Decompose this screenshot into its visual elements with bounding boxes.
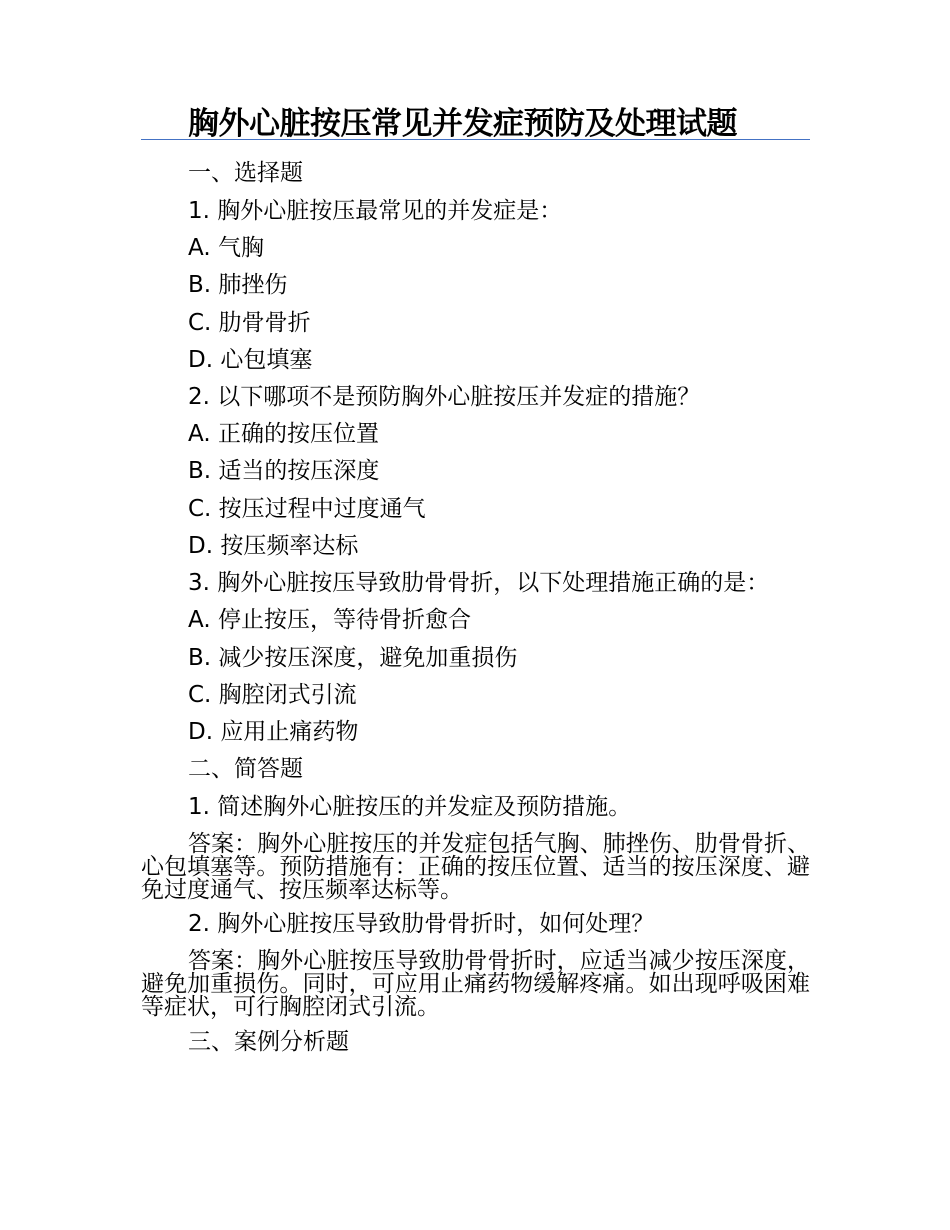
- question-3-option-d: D. 应用止痛药物: [188, 719, 359, 745]
- question-1-stem: 1. 胸外心脏按压最常见的并发症是：: [188, 198, 563, 224]
- question-3-stem: 3. 胸外心脏按压导致肋骨骨折，以下处理措施正确的是：: [188, 570, 770, 596]
- question-3-option-c: C. 胸腔闭式引流: [188, 682, 357, 708]
- section-heading-short-answer: 二、简答题: [188, 756, 303, 782]
- short-question-1-answer: 答案：胸外心脏按压的并发症包括气胸、肺挫伤、肋骨骨折、心包填塞等。预防措施有：正确的按压位置、适当的按压深度、避免过度通气、按压频率达标等。: [141, 831, 810, 903]
- question-1-option-a: A. 气胸: [188, 235, 264, 261]
- question-2-option-a: A. 正确的按压位置: [188, 421, 379, 447]
- question-1-option-c: C. 肋骨骨折: [188, 310, 311, 336]
- question-3-option-a: A. 停止按压，等待骨折愈合: [188, 607, 471, 633]
- question-2-stem: 2. 以下哪项不是预防胸外心脏按压并发症的措施？: [188, 384, 701, 410]
- short-question-1-stem: 1. 简述胸外心脏按压的并发症及预防措施。: [188, 794, 632, 820]
- question-2-option-d: D. 按压频率达标: [188, 533, 359, 559]
- short-question-2-answer: 答案：胸外心脏按压导致肋骨骨折时，应适当减少按压深度，避免加重损伤。同时，可应用止痛药物缓解疼痛。如出现呼吸困难等症状，可行胸腔闭式引流。: [141, 948, 810, 1020]
- question-1-option-b: B. 肺挫伤: [188, 272, 288, 298]
- question-2-option-c: C. 按压过程中过度通气: [188, 496, 426, 522]
- section-heading-case-analysis: 三、案例分析题: [188, 1029, 349, 1055]
- question-3-option-b: B. 减少按压深度，避免加重损伤: [188, 645, 518, 671]
- page-title: 胸外心脏按压常见并发症预防及处理试题: [188, 106, 737, 142]
- title-underline: [141, 139, 810, 140]
- section-heading-choice: 一、选择题: [188, 160, 303, 186]
- question-2-option-b: B. 适当的按压深度: [188, 458, 380, 484]
- short-question-2-stem: 2. 胸外心脏按压导致肋骨骨折时，如何处理？: [188, 911, 655, 937]
- question-1-option-d: D. 心包填塞: [188, 347, 313, 373]
